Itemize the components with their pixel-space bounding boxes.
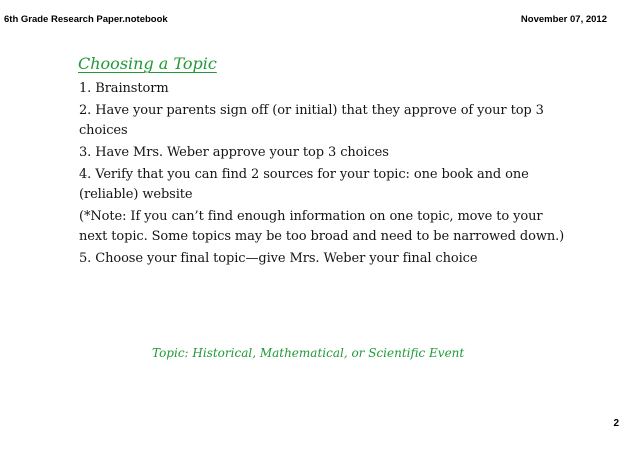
page-title: Choosing a Topic [78, 54, 217, 73]
step-note: (*Note: If you can’t find enough information on one topic, move to your next topic. Some topics may be too broad and need to be narrowed down.) [79, 209, 565, 244]
step-verify-sources: 4. Verify that you can find 2 sources for your topic: one book and one (reliable) website [79, 167, 529, 202]
topic-line: Topic: Historical, Mathematical, or Scientific Event [152, 346, 465, 360]
page-number: 2 [613, 418, 619, 429]
step-final-choice: 5. Choose your final topic—give Mrs. Weber your final choice [79, 251, 478, 266]
step-parent-approval: 2. Have your parents sign off (or initial) that they approve of your top 3 choices [79, 103, 544, 138]
step-teacher-approval: 3. Have Mrs. Weber approve your top 3 choices [79, 145, 389, 160]
step-brainstorm: 1. Brainstorm [79, 81, 169, 96]
notebook-filename: 6th Grade Research Paper.notebook [4, 14, 168, 25]
steps-list [79, 79, 569, 271]
page-date: November 07, 2012 [520, 14, 607, 25]
